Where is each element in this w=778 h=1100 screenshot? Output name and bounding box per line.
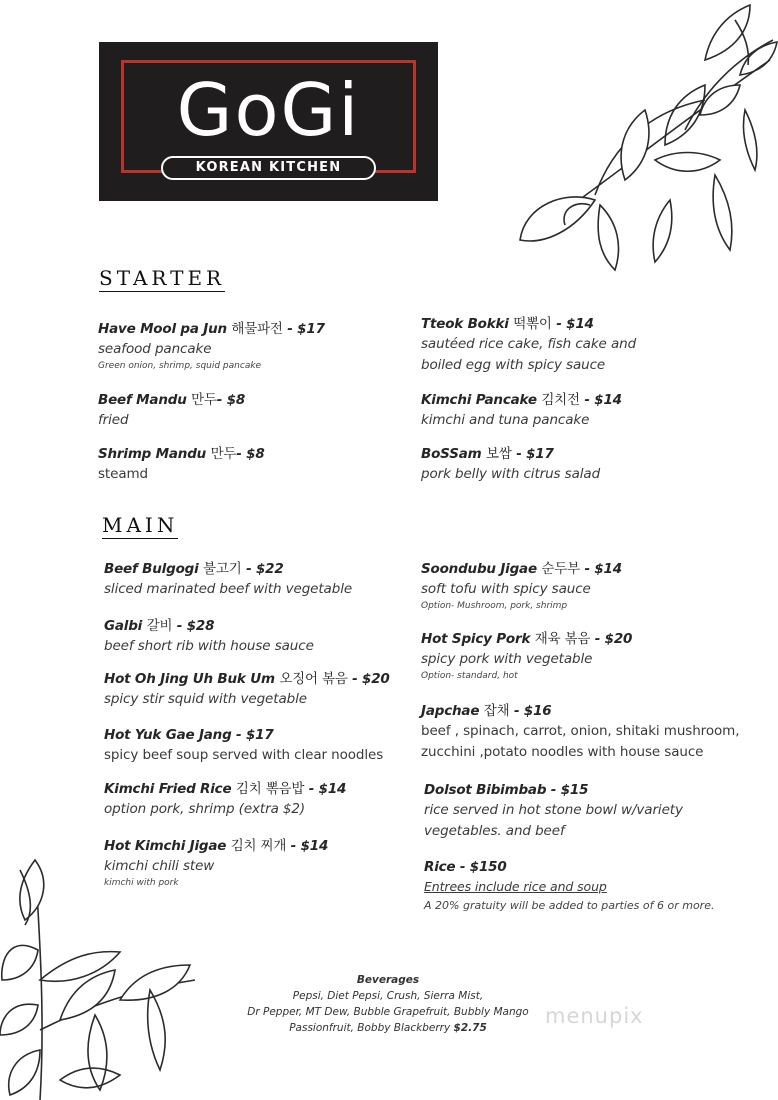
watermark-text: menupix [545, 1004, 644, 1028]
beverages-price: $2.75 [453, 1022, 487, 1034]
menu-item-kimchi-fried-rice: Kimchi Fried Rice 김치 뽂음밥 - $14 option pork, shrimp (extra $2) [104, 781, 347, 817]
logo-tagline: KOREAN KITCHEN [161, 156, 376, 180]
menu-item-yuk-gae-jang: Hot Yuk Gae Jang - $17 spicy beef soup served with clear noodles [104, 727, 384, 763]
menu-item-kimchi-pancake: Kimchi Pancake 김치전 - $14 kimchi and tuna pancake [421, 392, 622, 428]
section-title-main: MAIN [102, 513, 179, 537]
gratuity-note: A 20% gratuity will be added to parties of 6 or more. [424, 899, 715, 912]
beverages-block [240, 972, 536, 1036]
beverages-line-2: Dr Pepper, MT Dew, Bubble Grapefruit, Bubbly Mango [247, 1006, 529, 1018]
section-title-starter: STARTER [99, 266, 226, 290]
menu-item-shrimp-mandu: Shrimp Mandu 만두- $8 steamd [98, 446, 265, 482]
menu-item-kimchi-jigae: Hot Kimchi Jigae 김치 찌개 - $14 kimchi chili stew kimchi with pork [104, 838, 329, 888]
leaf-branch-top-icon [505, 0, 778, 275]
menu-item-rice: Rice - $150 Entrees include rice and soup A 20% gratuity will be added to parties of 6 or more. [424, 858, 714, 915]
menu-item-bossam: BoSSam 보쌈 - $17 pork belly with citrus salad [421, 446, 601, 482]
beverages-line-1: Pepsi, Diet Pepsi, Crush, Sierra Mist, [292, 990, 484, 1002]
menu-item-tteok-bokki: Tteok Bokki 떡뽂이 - $14 sautéed rice cake, fish cake and boiled egg with spicy sauce [421, 316, 637, 373]
menu-item-dolsot-bibimbab: Dolsot Bibimbab - $15 rice served in hot stone bowl w/variety vegetables. and beef [424, 782, 683, 839]
menu-item-beef-mandu: Beef Mandu 만두- $8 fried [98, 392, 246, 428]
menu-item-galbi: Galbi 갈비 - $28 beef short rib with house sauce [104, 618, 314, 654]
menu-item-hot-spicy-pork: Hot Spicy Pork 재육 볶음 - $20 spicy pork with vegetable Option- standard, hot [421, 631, 633, 681]
menu-item-beef-bulgogi: Beef Bulgogi 불고기 - $22 sliced marinated beef with vegetable [104, 561, 353, 597]
beverages-line-3: Passionfruit, Bobby Blackberry $2.75 [289, 1022, 487, 1034]
rice-soup-note: Entrees include rice and soup [424, 879, 607, 894]
logo-brand-text: GoGi [176, 68, 361, 152]
beverages-title: Beverages [356, 974, 420, 986]
logo-block [99, 42, 438, 201]
menu-item-japchae: Japchae 잡채 - $16 beef , spinach, carrot, onion, shitaki mushroom, zucchini ,potato noodles with house sauce [421, 703, 740, 760]
menu-item-soondubu-jigae: Soondubu Jigae 순두부 - $14 soft tofu with spicy sauce Option- Mushroom, pork, shrimp [421, 561, 622, 611]
menu-item-have-mool-pa-jun: Have Mool pa Jun 해물파전 - $17 seafood pancake Green onion, shrimp, squid pancake [98, 321, 325, 371]
menu-item-oh-jing-uh-buk-um: Hot Oh Jing Uh Buk Um 오징어 볶음 - $20 spicy stir squid with vegetable [104, 671, 390, 707]
